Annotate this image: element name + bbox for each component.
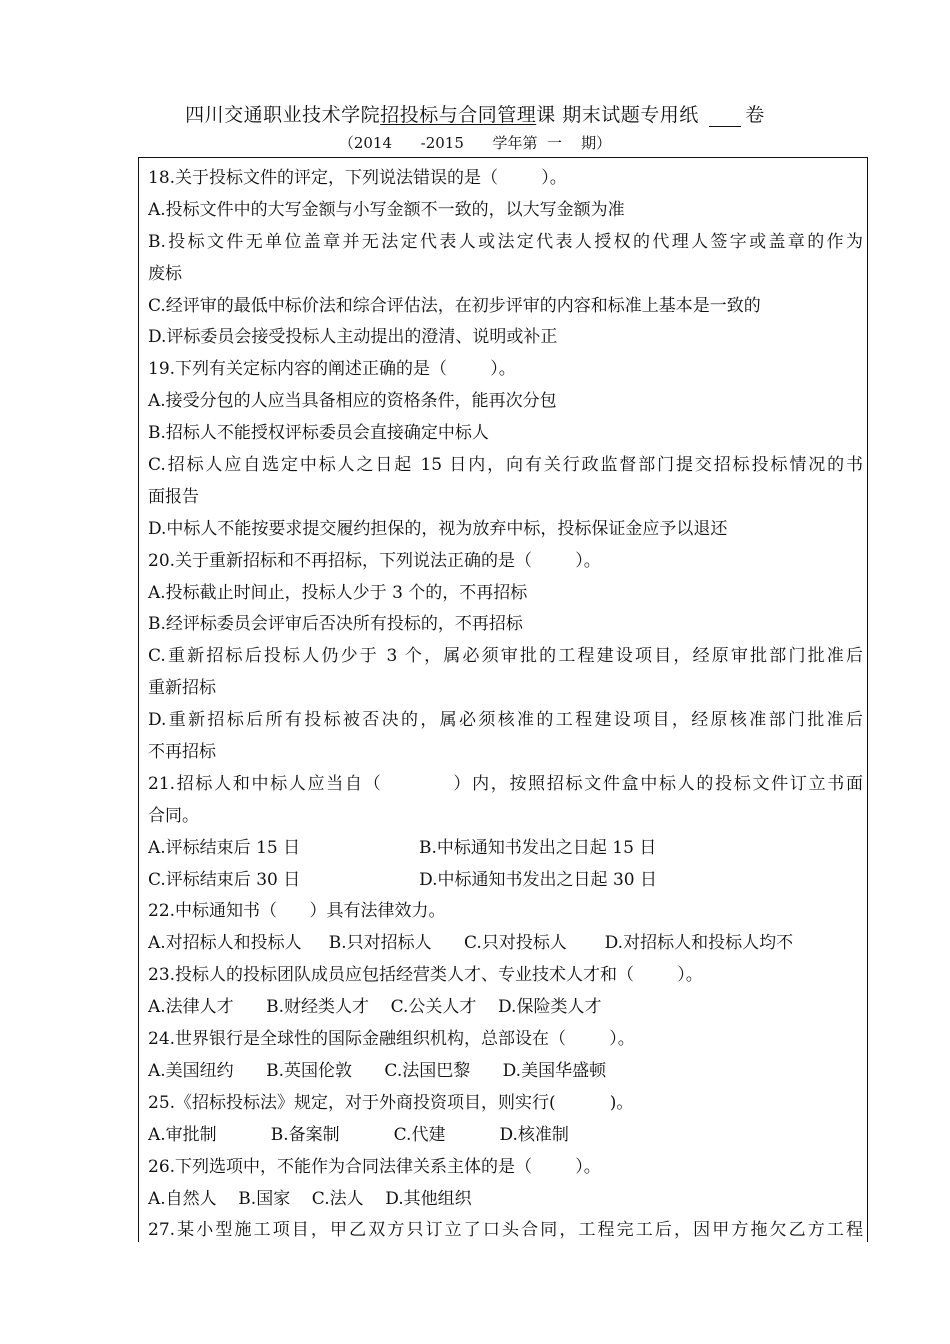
- year-start: （2014: [338, 134, 393, 152]
- question-line: D.中标人不能按要求提交履约担保的，视为放弃中标，投标保证金应予以退还: [148, 518, 728, 539]
- question-line: 重新招标: [148, 678, 216, 699]
- question-line: A.接受分包的人应当具备相应的资格条件，能再次分包: [148, 391, 557, 412]
- paper-suffix: 卷: [745, 104, 765, 126]
- question-line: 合同。: [148, 805, 199, 826]
- question-line: A.评标结束后 15 日 B.中标通知书发出之日起 15 日: [148, 837, 657, 858]
- question-line: A.投标截止时间止，投标人少于 3 个的，不再招标: [148, 582, 528, 603]
- question-line: B.招标人不能授权评标委员会直接确定中标人: [148, 423, 489, 444]
- question-line: 19.下列有关定标内容的阐述正确的是（ ）。: [148, 359, 516, 380]
- question-line: 不再招标: [148, 742, 216, 763]
- school-name: 四川交通职业技术学院: [185, 104, 381, 126]
- term-close: 期）: [581, 134, 612, 152]
- question-line: C.经评审的最低中标价法和综合评估法，在初步评审的内容和标准上基本是一致的: [148, 295, 761, 316]
- question-line: 21.招标人和中标人应当自（ ）内，按照招标文件盒中标人的投标文件订立书面: [148, 773, 863, 794]
- question-list: [148, 163, 863, 1247]
- question-line: 20.关于重新招标和不再招标，下列说法正确的是（ ）。: [148, 550, 601, 571]
- question-line: A.美国纽约 B.英国伦敦 C.法国巴黎 D.美国华盛顿: [148, 1060, 607, 1081]
- question-line: A.投标文件中的大写金额与小写金额不一致的，以大写金额为准: [148, 199, 625, 220]
- question-line: 27.某小型施工项目，甲乙双方只订立了口头合同，工程完工后，因甲方拖欠乙方工程: [148, 1220, 863, 1241]
- page-title: [0, 100, 950, 127]
- question-line: B.经评标委员会评审后否决所有投标的，不再招标: [148, 614, 523, 635]
- question-line: 23.投标人的投标团队成员应包括经营类人才、专业技术人才和（ ）。: [148, 965, 703, 986]
- exam-label: 课 期末试题专用纸: [536, 104, 699, 126]
- academic-year: [0, 132, 950, 153]
- question-line: A.对招标人和投标人 B.只对招标人 C.只对投标人 D.对招标人和投标人均不: [148, 933, 794, 954]
- question-line: D.重新招标后所有投标被否决的，属必须核准的工程建设项目，经原核准部门批准后: [148, 710, 863, 731]
- year-end: -2015: [420, 134, 464, 152]
- question-line: C.评标结束后 30 日 D.中标通知书发出之日起 30 日: [148, 869, 657, 890]
- question-line: A.法律人才 B.财经类人才 C.公关人才 D.保险类人才: [148, 997, 602, 1018]
- question-line: B.投标文件无单位盖章并无法定代表人或法定代表人授权的代理人签字或盖章的作为: [148, 231, 863, 252]
- question-line: C.重新招标后投标人仍少于 3 个，属必须审批的工程建设项目，经原审批部门批准后: [148, 646, 863, 667]
- question-line: 18.关于投标文件的评定，下列说法错误的是（ ）。: [148, 168, 567, 188]
- question-line: C.招标人应自选定中标人之日起 15 日内，向有关行政监督部门提交招标投标情况的书: [148, 455, 863, 476]
- question-line: A.审批制 B.备案制 C.代建 D.核准制: [148, 1124, 569, 1145]
- question-line: 废标: [148, 263, 182, 284]
- term-label: 学年第 一: [492, 134, 563, 152]
- question-line: 25.《招标投标法》规定，对于外商投资项目，则实行( )。: [148, 1092, 634, 1113]
- question-line: 面报告: [148, 486, 199, 507]
- question-line: D.评标委员会接受投标人主动提出的澄清、说明或补正: [148, 327, 558, 348]
- question-line: 22.中标通知书（ ）具有法律效力。: [148, 901, 446, 922]
- question-line: 24.世界银行是全球性的国际金融组织机构，总部设在（ ）。: [148, 1029, 635, 1050]
- paper-version-blank: [709, 108, 741, 127]
- course-name: 招投标与合同管理: [380, 104, 537, 126]
- question-line: A.自然人 B.国家 C.法人 D.其他组织: [148, 1188, 472, 1209]
- question-line: 26.下列选项中，不能作为合同法律关系主体的是（ ）。: [148, 1156, 601, 1177]
